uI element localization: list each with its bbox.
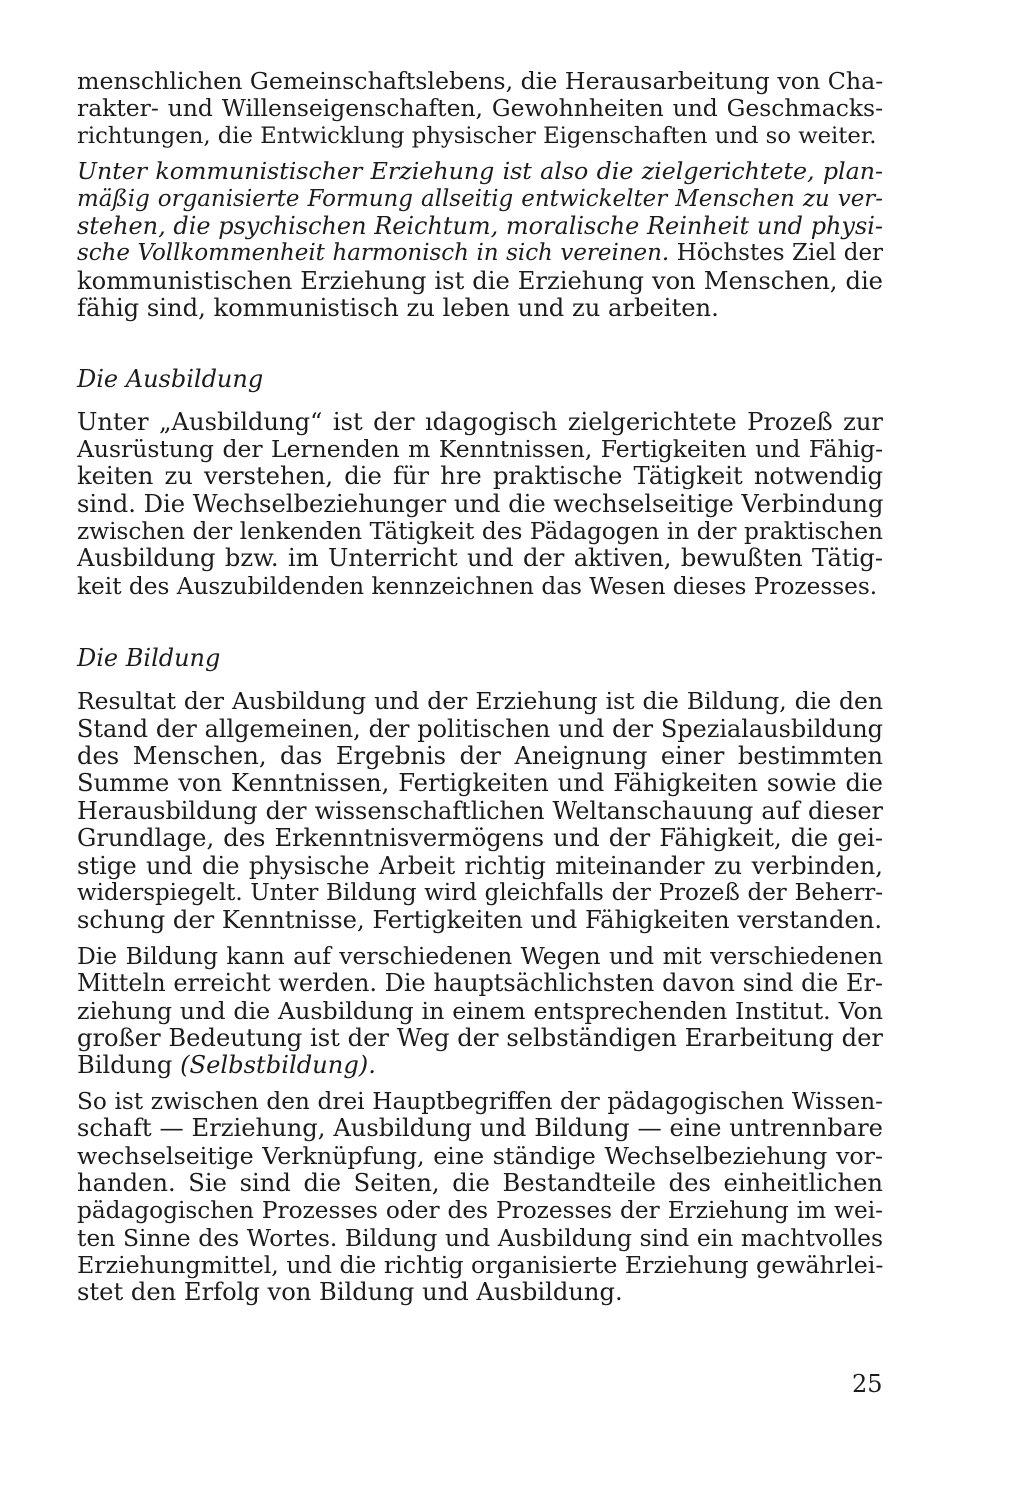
text-line: Stand der allgemeinen, der politischen und der Spezialausbildung (77, 714, 883, 743)
text-line: wechselseitige Verknüpfung, eine ständige Wechselbeziehung vor- (77, 1141, 883, 1170)
text-line (77, 240, 883, 267)
paragraph-kommunistische-erziehung (77, 158, 883, 322)
text-line: ziehung und die Ausbildung in einem entsprechenden Institut. Von (77, 996, 883, 1025)
text-line: keiten zu verstehen, die für hre praktische Tätigkeit notwendig (77, 462, 883, 491)
text-line: stehen, die psychischen Reichtum, moralische Reinheit und physi- (77, 211, 883, 240)
text-line: pädagogischen Prozesses oder des Prozesses der Erziehung im wei- (77, 1197, 883, 1225)
page-number: 25 (852, 1370, 883, 1398)
text-line: schung der Kenntnisse, Fertigkeiten und Fähigkeiten verstanden. (77, 906, 883, 935)
text-line: schaft — Erziehung, Ausbildung und Bildung — eine untrennbare (77, 1114, 883, 1143)
text-line: fähig sind, kommunistisch zu leben und zu arbeiten. (77, 294, 719, 323)
selbstbildung-lead: Bildung (77, 1051, 181, 1080)
text-line: menschlichen Gemeinschaftslebens, die Herausarbeitung von Cha- (77, 67, 884, 95)
paragraph-bildung-wege (77, 943, 883, 1080)
definition-normal-start: Höchstes Ziel der (669, 240, 883, 267)
text-line: keit des Auszubildenden kennzeichnen das Wesen dieses Prozesses. (77, 572, 878, 600)
text-line: des Menschen, das Ergebnis der Aneignung einer bestimmten (77, 742, 883, 771)
text-line: stige und die physische Arbeit richtig miteinander zu verbinden, (77, 851, 883, 880)
selbstbildung-term: (Selbstbildung). (180, 1051, 376, 1080)
text-line: Summe von Kenntnissen, Fertigkeiten und Fähigkeiten sowie die (77, 769, 883, 798)
definition-italic-end: sche Vollkommenheit harmonisch in sich vereinen. (77, 240, 670, 267)
paragraph-hauptbegriffe (77, 1088, 883, 1307)
text-line: Erziehungmittel, und die richtig organisierte Erziehung gewährlei- (77, 1251, 884, 1280)
text-line: Mitteln erreicht werden. Die hauptsächlichsten davon sind die Er- (77, 969, 883, 998)
text-line: richtungen, die Entwicklung physischer Eigenschaften und so weiter. (77, 122, 877, 149)
text-line: widerspiegelt. Unter Bildung wird gleichfalls der Prozeß der Beherr- (77, 879, 883, 906)
text-line: ten Sinne des Wortes. Bildung und Ausbildung sind ein machtvolles (77, 1223, 883, 1252)
text-line: Ausrüstung der Lernenden m Kenntnissen, Fertigkeiten und Fähig- (77, 434, 883, 463)
text-line: Grundlage, des Erkenntnisvermögens und der Fähigkeit, die gei- (77, 824, 883, 853)
text-line: sind. Die Wechselbeziehunger und die wechselseitige Verbindung (77, 489, 884, 518)
paragraph-ausbildung (77, 409, 883, 601)
text-line: zwischen der lenkenden Tätigkeit des Pädagogen in der praktischen (77, 518, 883, 546)
text-line: mäßig organisierte Formung allseitig entwickelter Menschen zu ver- (77, 185, 883, 212)
text-line: Resultat der Ausbildung und der Erziehung ist die Bildung, die den (77, 687, 883, 716)
text-line: stet den Erfolg von Bildung und Ausbildung. (77, 1278, 623, 1307)
section-heading-ausbildung: Die Ausbildung (77, 364, 264, 393)
text-line: großer Bedeutung ist der Weg der selbständigen Erarbeitung der (77, 1023, 883, 1052)
text-line: rakter- und Willenseigenschaften, Gewohnheiten und Geschmacks- (77, 94, 883, 123)
text-line: kommunistischen Erziehung ist die Erziehung von Menschen, die (77, 266, 883, 295)
text-line: Die Bildung kann auf verschiedenen Wegen und mit verschiedenen (77, 941, 883, 970)
text-line: Ausbildung bzw. im Unterricht und der aktiven, bewußten Tätig- (77, 544, 883, 573)
page-body (77, 68, 883, 1315)
section-heading-bildung: Die Bildung (77, 644, 221, 673)
text-line: Unter „Ausbildung“ ist der ıdagogisch zielgerichtete Prozeß zur (77, 407, 883, 436)
paragraph-gemeinschaftsleben (77, 68, 883, 150)
text-line: Unter kommunistischer Erziehung ist also die zielgerichtete, plan- (77, 157, 883, 186)
text-line: So ist zwischen den drei Hauptbegriffen der pädagogischen Wissen- (77, 1087, 883, 1115)
text-line (77, 1052, 883, 1079)
paragraph-bildung-resultat (77, 688, 883, 935)
text-line: handen. Sie sind die Seiten, die Bestandteile des einheitlichen (77, 1168, 883, 1197)
text-line: Herausbildung der wissenschaftlichen Weltanschauung auf dieser (77, 796, 883, 825)
